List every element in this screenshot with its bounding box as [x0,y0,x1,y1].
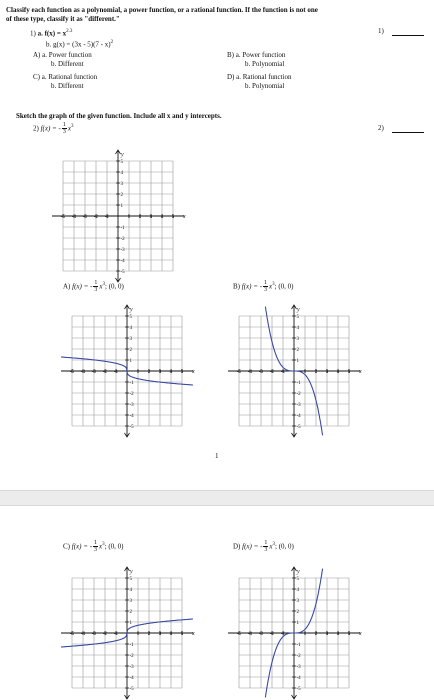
question-number: 1) [30,29,36,38]
y-tick-label: -4 [296,676,301,681]
choice-A[interactable]: A) a. Power function b. Different [33,51,92,68]
y-tick-label: 3 [296,599,299,604]
x-tick-label: -5 [69,370,75,376]
y-tick-label: -2 [120,237,125,242]
x-tick-label: 2 [147,370,151,376]
x-axis-label: x [359,631,362,637]
x-tick-label: 4 [336,370,340,376]
y-tick-label: 2 [129,348,132,353]
y-axis-label: y [297,307,300,313]
y-tick-label: 5 [296,315,299,320]
x-tick-label: -4 [247,370,253,376]
y-tick-label: -3 [296,403,301,408]
x-tick-label: 5 [347,370,351,376]
x-tick-label: -3 [91,632,97,638]
x-tick-label: -2 [269,370,275,376]
choice-C[interactable]: C) a. Rational function b. Different [33,73,98,90]
y-tick-label: -3 [296,665,301,670]
x-tick-label: -5 [60,215,66,221]
x-tick-label: -2 [269,632,275,638]
y-tick-label: -4 [129,676,134,681]
x-tick-label: -1 [104,215,110,221]
x-tick-label: 1 [303,370,307,376]
choice-B[interactable]: B) a. Power function b. Polynomial [227,51,286,68]
x-tick-label: 4 [169,632,173,638]
y-axis-label: y [121,152,124,158]
x-tick-label: 4 [336,632,340,638]
y-tick-label: -3 [129,665,134,670]
option-C-label[interactable]: C) f(x) = - $\frac{1}{3}$ $x^3$; (0, 0) [63,540,124,554]
x-tick-label: 2 [314,370,318,376]
answer-2-number: 2) [378,124,384,132]
option-D-label[interactable]: D) f(x) = - $\frac{1}{3}$ $x^3$; (0, 0) [233,540,294,554]
x-tick-label: 3 [325,632,329,638]
x-tick-label: 1 [303,632,307,638]
x-tick-label: -1 [280,632,286,638]
y-tick-label: -2 [129,392,134,397]
x-tick-label: -5 [69,632,75,638]
y-tick-label: 4 [296,326,299,331]
y-tick-label: 4 [129,326,132,331]
x-tick-label: 2 [147,632,151,638]
x-tick-label: 1 [127,215,131,221]
y-axis-label: y [130,307,133,313]
x-tick-label: -1 [113,370,119,376]
x-tick-label: 2 [138,215,142,221]
x-tick-label: -3 [258,632,264,638]
x-tick-label: 5 [180,370,184,376]
y-tick-label: -5 [129,425,134,430]
y-tick-label: -2 [296,392,301,397]
x-tick-label: 1 [136,632,140,638]
x-tick-label: -2 [102,632,108,638]
x-tick-label: -4 [80,632,86,638]
y-tick-label: 2 [296,610,299,615]
y-axis-label: y [297,569,300,575]
y-tick-label: 5 [129,315,132,320]
question-1-part-a: a. f(x) = x [37,29,67,38]
x-axis-label: x [192,631,195,637]
y-tick-label: -5 [296,687,301,692]
y-tick-label: -3 [120,248,125,253]
part-b-exponent: 2 [110,40,114,45]
x-tick-label: -4 [247,632,253,638]
y-tick-label: 1 [120,204,123,209]
x-tick-label: -1 [113,632,119,638]
x-tick-label: 5 [347,632,351,638]
part-a-exponent: 2.3 [66,29,73,34]
y-tick-label: -1 [129,643,134,648]
y-tick-label: -4 [129,414,134,419]
choice-D[interactable]: D) a. Rational function b. Polynomial [227,73,292,90]
x-tick-label: 4 [160,215,164,221]
y-tick-label: -4 [120,259,125,264]
option-A-label[interactable]: A) f(x) = - $\frac{1}{3}$ $x^3$; (0, 0) [63,280,124,294]
x-tick-label: 3 [325,370,329,376]
instructions-line-1: Classify each function as a polynomial, a power function, or a rational function. If the function is not one [6,6,318,14]
y-tick-label: -5 [120,270,125,275]
question-2: 2) f(x) = - $\frac{1}{3}$ $x^3$ [33,122,74,136]
x-axis-label: x [183,214,186,220]
y-tick-label: 1 [129,359,132,364]
x-tick-label: -3 [82,215,88,221]
y-tick-label: 1 [129,621,132,626]
y-tick-label: -3 [129,403,134,408]
x-tick-label: 2 [314,632,318,638]
x-tick-label: 1 [136,370,140,376]
y-tick-label: -5 [129,687,134,692]
y-tick-label: 4 [296,588,299,593]
y-tick-label: -2 [129,654,134,659]
y-tick-label: -5 [296,425,301,430]
y-tick-label: -4 [296,414,301,419]
x-tick-label: -5 [236,370,242,376]
page-number: 1 [215,452,219,460]
x-tick-label: -5 [236,632,242,638]
x-tick-label: -2 [93,215,99,221]
y-tick-label: 2 [296,348,299,353]
y-tick-label: -1 [296,381,301,386]
x-tick-label: 4 [169,370,173,376]
y-tick-label: 5 [129,577,132,582]
y-tick-label: 1 [296,359,299,364]
y-tick-label: 1 [296,621,299,626]
y-tick-label: 4 [129,588,132,593]
x-tick-label: 5 [171,215,175,221]
x-tick-label: 3 [149,215,153,221]
y-tick-label: 3 [129,599,132,604]
y-tick-label: -2 [296,654,301,659]
y-axis-label: y [130,569,133,575]
y-tick-label: 2 [120,193,123,198]
instructions-line-2: of these type, classify it as "different." [6,15,120,23]
y-tick-label: 3 [129,337,132,342]
y-tick-label: 3 [296,337,299,342]
y-tick-label: 5 [120,160,123,165]
part-b-text: b. g(x) = (3x - 5)(7 - x) [46,40,111,49]
x-tick-label: -3 [258,370,264,376]
x-tick-label: 3 [158,370,162,376]
y-tick-label: -1 [296,643,301,648]
x-axis-label: x [192,369,195,375]
y-tick-label: 3 [120,182,123,187]
x-axis-label: x [359,369,362,375]
y-tick-label: 4 [120,171,123,176]
x-tick-label: -4 [71,215,77,221]
sketch-instruction: Sketch the graph of the given function. Include all x and y intercepts. [16,112,222,120]
x-tick-label: -1 [280,370,286,376]
y-tick-label: -1 [129,381,134,386]
answer-1-number: 1) [378,27,384,35]
x-tick-label: 3 [158,632,162,638]
x-tick-label: 5 [180,632,184,638]
option-B-label[interactable]: B) f(x) = - $\frac{1}{3}$ $x^3$; (0, 0) [233,280,294,294]
y-tick-label: -1 [120,226,125,231]
y-tick-label: 5 [296,577,299,582]
x-tick-label: -3 [91,370,97,376]
x-tick-label: -2 [102,370,108,376]
y-tick-label: 2 [129,610,132,615]
x-tick-label: -4 [80,370,86,376]
